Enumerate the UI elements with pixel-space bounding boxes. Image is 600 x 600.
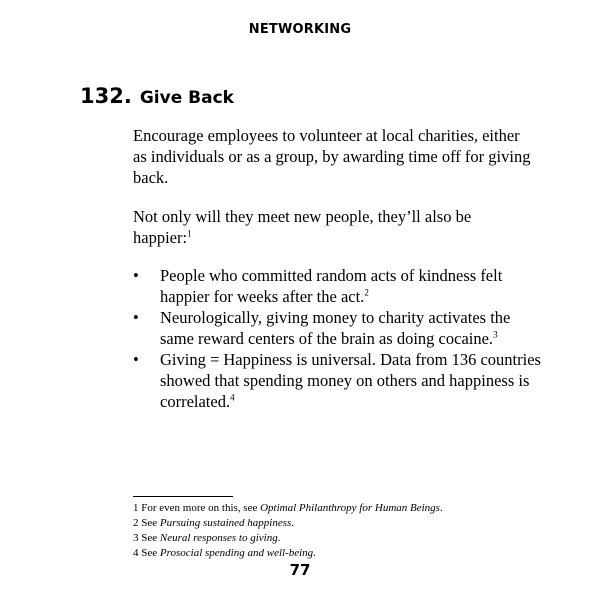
footnote-suffix: . [277, 532, 281, 544]
section-number: 132. [80, 84, 132, 108]
bullet-text-1: People who committed random acts of kindness felt happier for weeks after the act. [160, 266, 503, 306]
footnote-ref-4: 4 [230, 392, 235, 403]
bullet-item-3 [133, 349, 543, 412]
paragraph-2 [133, 206, 533, 248]
footnote-ref-3: 3 [493, 329, 498, 340]
paragraph-1-text: Encourage employees to volunteer at local charities, either as individuals or as a group, by awarding time off for giving back. [133, 126, 531, 187]
footnote-number: 3 [133, 532, 139, 544]
footnotes [133, 501, 553, 561]
paragraph-2-text: Not only will they meet new people, they’ll also be happier: [133, 207, 472, 247]
footnote-suffix: . [291, 517, 295, 529]
page-number: 77 [289, 561, 311, 579]
footnote-prefix: See [141, 517, 158, 529]
footnote-3 [133, 531, 553, 546]
footnote-prefix: For even more on this, see [141, 502, 258, 514]
bullet-list [133, 265, 543, 412]
footnote-number: 1 [133, 502, 139, 514]
bullet-icon: • [133, 350, 139, 369]
footnote-suffix: . [313, 547, 316, 559]
footnote-title: Optimal Philanthropy for Human Beings [260, 502, 440, 514]
footnote-4 [133, 546, 553, 561]
footnote-number: 4 [133, 547, 139, 559]
footnote-title: Pursuing sustained happiness [159, 517, 292, 529]
bullet-text-2: Neurologically, giving money to charity activates the same reward centers of the brain as doing cocaine. [160, 308, 511, 348]
footnote-ref-1: 1 [187, 228, 192, 239]
footnote-number: 2 [133, 517, 139, 529]
footnote-suffix: . [439, 502, 443, 514]
running-header: NETWORKING [248, 22, 352, 37]
footnote-prefix: See [141, 532, 158, 544]
footnote-2 [133, 516, 553, 531]
section-heading [80, 84, 234, 108]
bullet-icon: • [133, 266, 139, 285]
paragraph-1 [133, 125, 533, 188]
footnote-prefix: See [141, 547, 158, 559]
bullet-icon: • [133, 308, 139, 327]
footnote-ref-2: 2 [364, 287, 369, 298]
bullet-item-1 [133, 265, 543, 307]
footnote-title: Prosocial spending and well-being [159, 547, 314, 559]
bullet-text-3: Giving = Happiness is universal. Data from 136 countries showed that spending money on others and happiness is correlated. [160, 350, 541, 411]
footnote-1 [133, 501, 553, 516]
footnote-divider [133, 496, 233, 497]
footnote-title: Neural responses to giving [159, 532, 278, 544]
bullet-item-2 [133, 307, 543, 349]
section-title: Give Back [139, 88, 234, 108]
